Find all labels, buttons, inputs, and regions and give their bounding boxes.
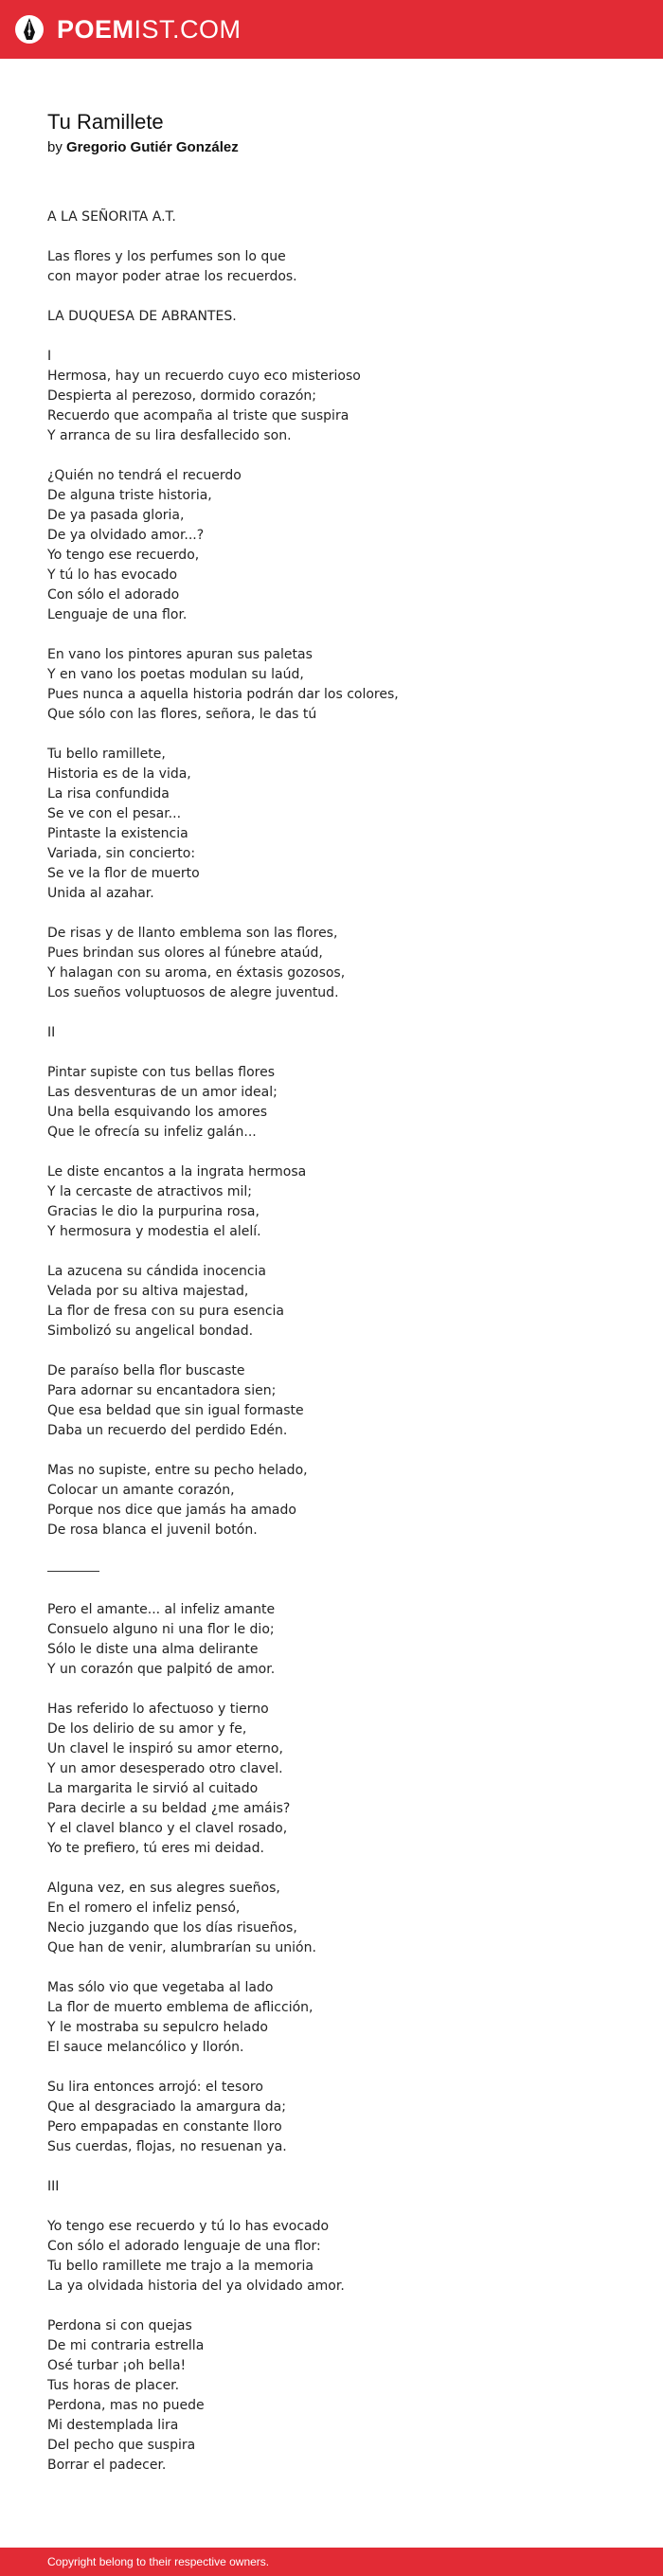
- poem-line: Pues nunca a aquella historia podrán dar los colores,: [47, 687, 399, 702]
- poem-line: De paraíso bella flor buscaste: [47, 1363, 245, 1378]
- stanza-gap: [47, 1043, 616, 1063]
- poem-line: Un clavel le inspiró su amor eterno,: [47, 1741, 283, 1756]
- stanza: [47, 347, 616, 446]
- poem-line: Has referido lo afectuoso y tierno: [47, 1702, 269, 1717]
- poem-line: Consuelo alguno ni una flor le dio;: [47, 1622, 275, 1637]
- stanza: [47, 207, 616, 227]
- poem-line: Perdona, mas no puede: [47, 2398, 205, 2413]
- author-name[interactable]: Gregorio Gutiér González: [66, 139, 239, 155]
- stanza-gap: [47, 327, 616, 347]
- poem-line: Y tú lo has evocado: [47, 567, 178, 583]
- poem-line: En el romero el infeliz pensó,: [47, 1900, 241, 1916]
- stanza: [47, 645, 616, 725]
- poem-line: Porque nos dice que jamás ha amado: [47, 1503, 296, 1518]
- stanza-gap: [47, 725, 616, 745]
- stanza-gap: [47, 227, 616, 247]
- stanza: [47, 1063, 616, 1143]
- poem-line: Y la cercaste de atractivos mil;: [47, 1184, 252, 1199]
- stanza: [47, 466, 616, 625]
- poem-line: Que sólo con las flores, señora, le das tú: [47, 707, 317, 722]
- poem-line: Para decirle a su beldad ¿me amáis?: [47, 1801, 291, 1816]
- fountain-pen-nib-icon[interactable]: [15, 13, 44, 49]
- stanza: [47, 1560, 616, 1580]
- poem-line: Tu bello ramillete,: [47, 747, 166, 762]
- poem-line: II: [47, 1025, 56, 1040]
- poem-line: La ya olvidada historia del ya olvidado amor.: [47, 2279, 345, 2294]
- stanza-gap: [47, 2197, 616, 2217]
- poem-line: Las flores y los perfumes son lo que: [47, 249, 286, 264]
- poem-line: Pintaste la existencia: [47, 826, 188, 841]
- stanza-gap: [47, 1958, 616, 1978]
- stanza-gap: [47, 1580, 616, 1600]
- stanza-gap: [47, 2297, 616, 2316]
- poem-line: Se ve la flor de muerto: [47, 866, 200, 881]
- poem-line: Hermosa, hay un recuerdo cuyo eco misterioso: [47, 369, 361, 384]
- poem-line: Recuerdo que acompaña al triste que suspira: [47, 408, 349, 423]
- poem-line: Para adornar su encantadora sien;: [47, 1383, 277, 1398]
- site-logo[interactable]: POEMIST.COM: [57, 15, 242, 44]
- poem-line: ¿Quién no tendrá el recuerdo: [47, 468, 242, 483]
- poem-line: Se ve con el pesar...: [47, 806, 182, 821]
- poem-line: Con sólo el adorado: [47, 587, 180, 603]
- stanza: [47, 1162, 616, 1242]
- poem-line: Los sueños voluptuosos de alegre juventud.: [47, 985, 339, 1000]
- poem-line: La azucena su cándida inocencia: [47, 1264, 266, 1279]
- stanza: [47, 2177, 616, 2197]
- poem-line: Despierta al perezoso, dormido corazón;: [47, 388, 316, 404]
- stanza-gap: [47, 1342, 616, 1361]
- poem-line: Mas sólo vio que vegetaba al lado: [47, 1980, 274, 1995]
- poem-line: Perdona si con quejas: [47, 2318, 192, 2333]
- poem-line: Alguna vez, en sus alegres sueños,: [47, 1881, 280, 1896]
- poem-line: Las desventuras de un amor ideal;: [47, 1085, 278, 1100]
- poem-line: Del pecho que suspira: [47, 2438, 196, 2453]
- stanza: [47, 1361, 616, 1441]
- stanza-gap: [47, 287, 616, 307]
- stanza: [47, 1600, 616, 1680]
- poem-line: De ya olvidado amor...?: [47, 528, 205, 543]
- poem-line: Que esa beldad que sin igual formaste: [47, 1403, 304, 1418]
- poem-line: Velada por su altiva majestad,: [47, 1284, 249, 1299]
- poem-line: LA DUQUESA DE ABRANTES.: [47, 309, 237, 324]
- poem-line: I: [47, 349, 52, 364]
- stanza-gap: [47, 446, 616, 466]
- poem-line: Lenguaje de una flor.: [47, 607, 188, 622]
- stanza-gap: [47, 1540, 616, 1560]
- stanza: [47, 1700, 616, 1859]
- poem-byline: [47, 138, 239, 157]
- stanza: [47, 1879, 616, 1958]
- poem-line: Que al desgraciado la amargura da;: [47, 2099, 286, 2115]
- poem-line: Sólo le diste una alma delirante: [47, 1642, 259, 1657]
- poem-line: Su lira entonces arrojó: el tesoro: [47, 2080, 263, 2095]
- site-header: [0, 0, 663, 59]
- poem-line: Que le ofrecía su infeliz galán...: [47, 1125, 257, 1140]
- poem-line: Una bella esquivando los amores: [47, 1105, 267, 1120]
- poem-line: Daba un recuerdo del perdido Edén.: [47, 1423, 288, 1438]
- poem-line: Variada, sin concierto:: [47, 846, 196, 861]
- stanza-gap: [47, 1680, 616, 1700]
- poem-line: Unida al azahar.: [47, 886, 154, 901]
- poem-line: Yo tengo ese recuerdo,: [47, 548, 200, 563]
- poem-line: La flor de fresa con su pura esencia: [47, 1304, 284, 1319]
- poem-line: Y halagan con su aroma, en éxtasis gozosos,: [47, 965, 346, 981]
- poem-line: Historia es de la vida,: [47, 766, 191, 782]
- poem-line: De los delirio de su amor y fe,: [47, 1721, 247, 1737]
- stanza-gap: [47, 2058, 616, 2078]
- stanza-gap: [47, 625, 616, 645]
- stanza: [47, 1461, 616, 1540]
- poem-line: De rosa blanca el juvenil botón.: [47, 1522, 258, 1538]
- stanza-gap: [47, 1242, 616, 1262]
- poem-line: De risas y de llanto emblema son las flores,: [47, 926, 338, 941]
- poem-line: Sus cuerdas, flojas, no resuenan ya.: [47, 2139, 287, 2154]
- stanza: [47, 745, 616, 904]
- poem-line: Y hermosura y modestia el alelí.: [47, 1224, 261, 1239]
- poem-line: Tu bello ramillete me trajo a la memoria: [47, 2259, 314, 2274]
- stanza: [47, 1262, 616, 1342]
- poem-line: De ya pasada gloria,: [47, 508, 185, 523]
- poem-line: Y el clavel blanco y el clavel rosado,: [47, 1821, 288, 1836]
- stanza: [47, 1978, 616, 2058]
- poem-line: Yo te prefiero, tú eres mi deidad.: [47, 1841, 264, 1856]
- poem-body: [47, 207, 616, 2476]
- poem-title: Tu Ramillete: [47, 110, 164, 134]
- poem-line: Pero empapadas en constante lloro: [47, 2119, 282, 2135]
- poem-line: Necio juzgando que los días risueños,: [47, 1920, 297, 1936]
- stanza: [47, 1023, 616, 1043]
- poem-line: Tus horas de placer.: [47, 2378, 180, 2393]
- poem-line: Y un amor desesperado otro clavel.: [47, 1761, 283, 1776]
- poem-line: Y un corazón que palpitó de amor.: [47, 1662, 276, 1677]
- poem-line: En vano los pintores apuran sus paletas: [47, 647, 313, 662]
- by-label: by: [47, 139, 63, 155]
- stanza-gap: [47, 1441, 616, 1461]
- poem-line: El sauce melancólico y llorón.: [47, 2040, 244, 2055]
- poem-line: Con sólo el adorado lenguaje de una flor:: [47, 2239, 321, 2254]
- poem-line: La flor de muerto emblema de aflicción,: [47, 2000, 314, 2015]
- poem-line: A LA SEÑORITA A.T.: [47, 209, 176, 225]
- poem-line: Y le mostraba su sepulcro helado: [47, 2020, 268, 2035]
- stanza-gap: [47, 904, 616, 924]
- copyright-notice: Copyright belong to their respective owners.: [47, 2555, 270, 2568]
- stanza: [47, 2316, 616, 2476]
- poem-line: Borrar el padecer.: [47, 2458, 167, 2473]
- stanza: [47, 247, 616, 287]
- poem-line: Pero el amante... al infeliz amante: [47, 1602, 276, 1617]
- poem-line: Colocar un amante corazón,: [47, 1483, 235, 1498]
- poem-line: Mas no supiste, entre su pecho helado,: [47, 1463, 308, 1478]
- poem-line: Y en vano los poetas modulan su laúd,: [47, 667, 304, 682]
- site-footer: [0, 2548, 663, 2576]
- section-divider: [47, 1560, 616, 1580]
- stanza: [47, 924, 616, 1003]
- poem-line: Gracias le dio la purpurina rosa,: [47, 1204, 260, 1219]
- poem-line: De mi contraria estrella: [47, 2338, 205, 2353]
- poem-line: Yo tengo ese recuerdo y tú lo has evocado: [47, 2219, 330, 2234]
- poem-line: con mayor poder atrae los recuerdos.: [47, 269, 297, 284]
- poem-line: La risa confundida: [47, 786, 170, 802]
- poem-line: Y arranca de su lira desfallecido son.: [47, 428, 292, 443]
- stanza-gap: [47, 2157, 616, 2177]
- poem-line: III: [47, 2179, 60, 2194]
- poem-line: Osé turbar ¡oh bella!: [47, 2358, 187, 2373]
- poem-line: La margarita le sirvió al cuitado: [47, 1781, 259, 1796]
- stanza-gap: [47, 1143, 616, 1162]
- poem-line: Mi destemplada lira: [47, 2418, 179, 2433]
- stanza-gap: [47, 1859, 616, 1879]
- stanza: [47, 307, 616, 327]
- stanza-gap: [47, 1003, 616, 1023]
- poem-line: Pintar supiste con tus bellas flores: [47, 1065, 275, 1080]
- poem-line: Simbolizó su angelical bondad.: [47, 1324, 254, 1339]
- stanza: [47, 2078, 616, 2157]
- poem-line: Pues brindan sus olores al fúnebre ataúd,: [47, 946, 323, 961]
- stanza: [47, 2217, 616, 2297]
- poem-line: Le diste encantos a la ingrata hermosa: [47, 1164, 307, 1180]
- poem-line: De alguna triste historia,: [47, 488, 212, 503]
- poem-line: Que han de venir, alumbrarían su unión.: [47, 1940, 316, 1955]
